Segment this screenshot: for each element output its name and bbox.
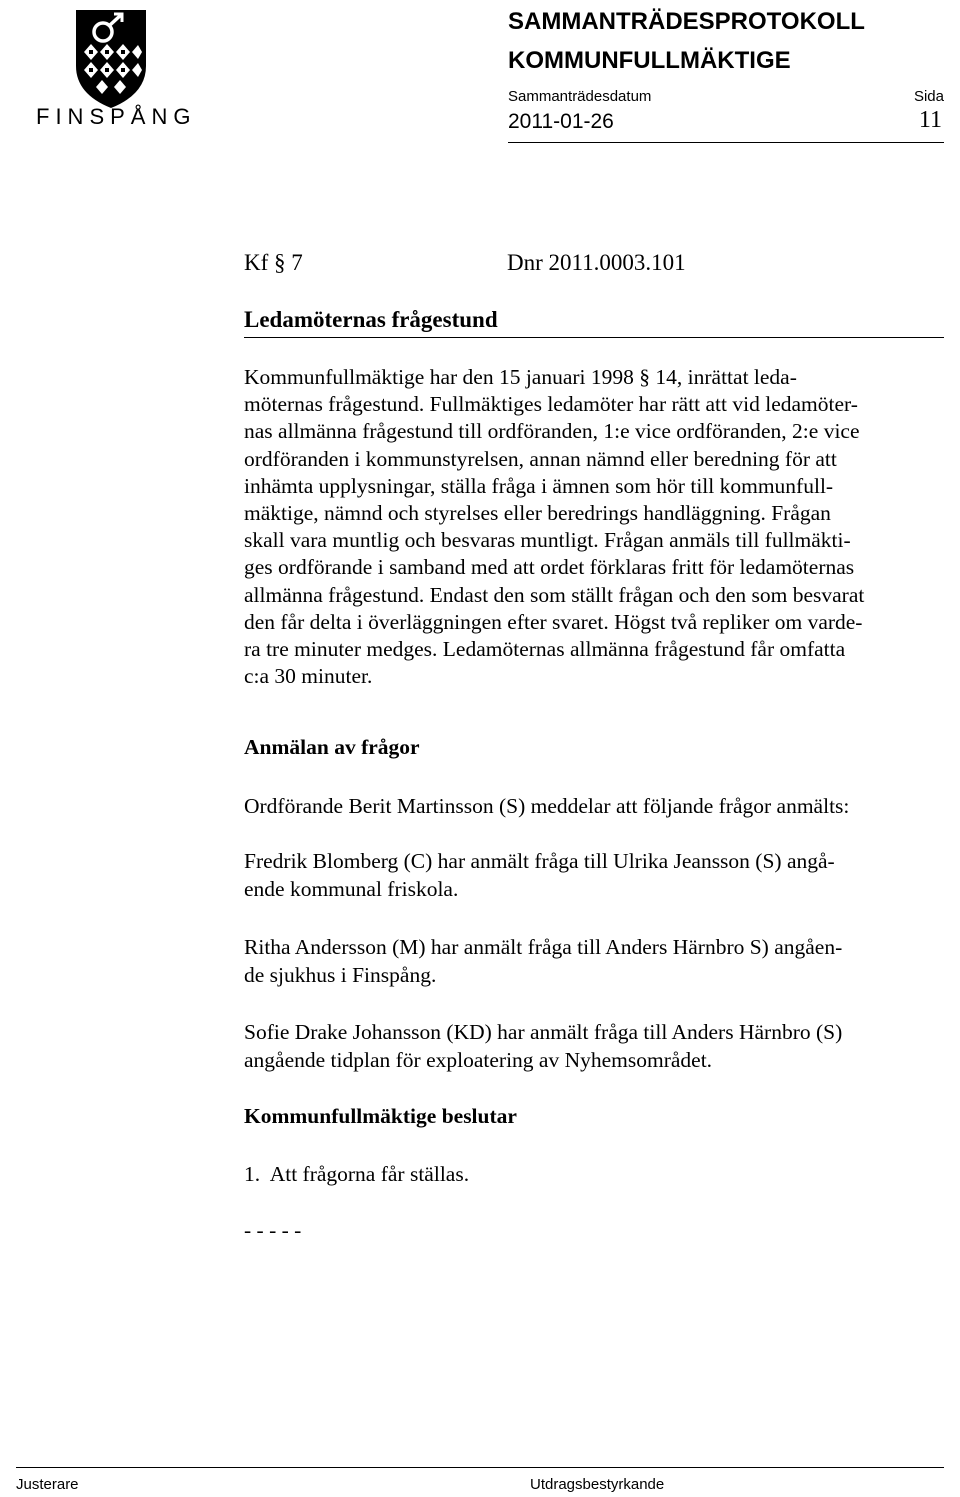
page-label: Sida	[913, 88, 944, 105]
logo-wordmark: FINSPÅNG	[36, 104, 197, 129]
footer-adjuster-label: Justerare	[16, 1476, 79, 1493]
intro-line: möternas frågestund. Fullmäktiges ledamöter har rätt att vid ledamöter-	[244, 392, 858, 417]
footer-extract-label: Utdragsbestyrkande	[530, 1476, 665, 1493]
intro-line: ra tre minuter medges. Ledamöternas allmänna frågestund får omfatta	[244, 637, 846, 662]
meeting-date-label: Sammanträdesdatum	[508, 88, 652, 105]
decision-heading: Kommunfullmäktige beslutar	[244, 1104, 517, 1128]
intro-line: inhämta upplysningar, ställa fråga i ämnen som hör till kommunfull-	[244, 473, 834, 498]
case-number: Kf § 7	[244, 250, 303, 275]
section-divider	[244, 337, 944, 338]
intro-line: Kommunfullmäktige har den 15 januari 1998 § 14, inrättat leda-	[244, 365, 797, 389]
footer-divider	[16, 1467, 944, 1468]
decision-item: 1. Att frågorna får ställas.	[244, 1162, 470, 1186]
protocol-title: SAMMANTRÄDESPROTOKOLL	[508, 8, 865, 35]
question-line: angående tidplan för exploatering av Nyhemsområdet.	[244, 1047, 713, 1072]
header-divider	[508, 142, 944, 143]
questions-heading: Anmälan av frågor	[244, 735, 420, 759]
question-line: ende kommunal friskola.	[244, 876, 459, 901]
intro-line: ges ordförande i samband med att ordet förklaras fritt för ledamöternas	[244, 555, 855, 580]
question-item	[244, 848, 835, 903]
intro-line: skall vara muntlig och besvaras muntligt. Frågan anmäls till fullmäkti-	[244, 528, 851, 553]
chair-announcement: Ordförande Berit Martinsson (S) meddelar att följande frågor anmälts:	[244, 794, 850, 818]
question-item	[244, 1019, 842, 1074]
intro-line: allmänna frågestund. Endast den som ställt frågan och den som besvarat	[244, 582, 865, 607]
body-title: KOMMUNFULLMÄKTIGE	[508, 47, 791, 74]
intro-line: mäktige, nämnd och styrelses eller beredrings handläggning. Frågan	[244, 501, 831, 526]
diary-number: Dnr 2011.0003.101	[507, 250, 686, 275]
intro-paragraph	[244, 364, 960, 690]
page-number: 11	[918, 107, 942, 133]
question-line: Fredrik Blomberg (C) har anmält fråga till Ulrika Jeansson (S) angå-	[244, 849, 835, 873]
meeting-date-value: 2011-01-26	[508, 110, 614, 133]
question-line: Ritha Andersson (M) har anmält fråga till Anders Härnbro S) angåen-	[244, 935, 843, 959]
intro-line: ordföranden i kommunstyrelsen, annan nämnd eller beredning för att	[244, 446, 837, 471]
intro-line: den får delta i överläggningen efter svaret. Högst två repliker om varde-	[244, 609, 863, 634]
question-item	[244, 934, 842, 989]
question-line: de sjukhus i Finspång.	[244, 962, 437, 987]
question-line: Sofie Drake Johansson (KD) har anmält fråga till Anders Härnbro (S)	[244, 1020, 843, 1044]
intro-line: c:a 30 minuter.	[244, 664, 373, 689]
end-marker: - - - - -	[244, 1218, 302, 1242]
intro-line: nas allmänna frågestund till ordföranden, 1:e vice ordföranden, 2:e vice	[244, 419, 860, 444]
section-title: Ledamöternas frågestund	[244, 307, 498, 332]
